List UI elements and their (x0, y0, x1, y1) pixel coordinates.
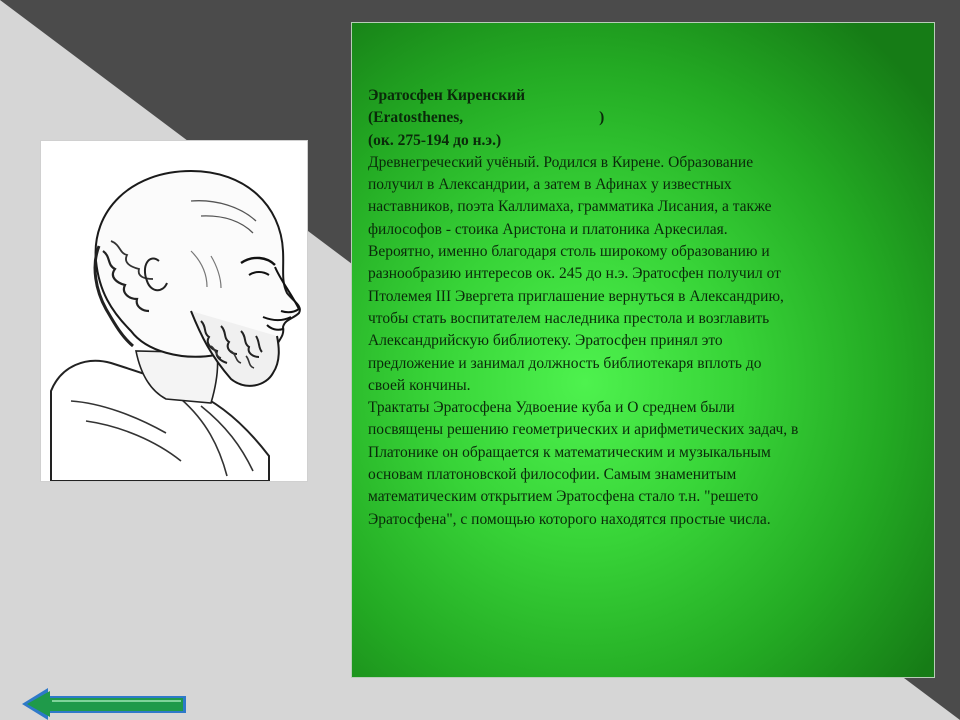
latin-name-open: (Eratosthenes, (368, 109, 464, 127)
text-panel (351, 22, 935, 678)
paragraph-works: Трактаты Эратосфена Удвоение куба и О среднем были посвящены решению геометрических и арифметических задач, в Платонике он обращается к математическим и музыкальным основам платоновской философии. Самым знаменитым математическим открытием Эратосфена стало т.н. "решето Эратосфена", с помощью которого находятся простые числа. (368, 399, 799, 528)
back-button[interactable] (18, 686, 190, 720)
life-dates: (ок. 275-194 до н.э.) (368, 131, 502, 149)
biography-text (368, 85, 908, 531)
paragraph-biography: Древнегреческий учёный. Родился в Кирене. Образование получил в Александрии, а затем в Афинах у известных наставников, поэта Каллимаха, грамматика Лисания, а также философов - стоика Аристона и платоника Аркесилая. Вероятно, именно благодаря столь широкому образованию и разнообразию интересов ок. 245 до н.э. Эратосфен получил от Птолемея III Эвергета приглашение вернуться в Александрию, чтобы стать воспитателем наследника престола и возглавить Александрийскую библиотеку. Эратосфен принял это предложение и занимал должность библиотекаря вплоть до своей кончины. (368, 153, 784, 394)
portrait-image (41, 141, 307, 481)
latin-name-close: ) (599, 109, 605, 127)
eratosthenes-portrait-drawing (41, 141, 307, 481)
left-arrow-icon (18, 686, 190, 720)
heading-name: Эратосфен Киренский (368, 87, 525, 104)
latin-name (368, 107, 908, 129)
